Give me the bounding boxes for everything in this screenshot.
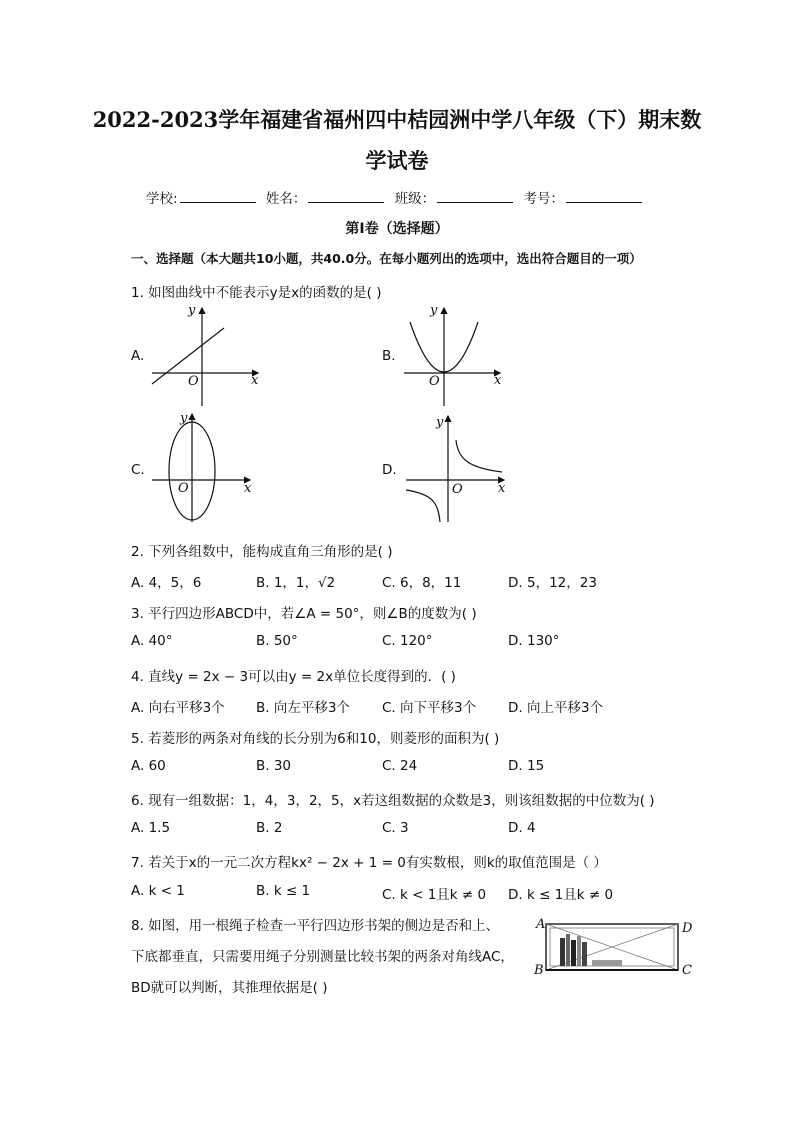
x-axis-label: x xyxy=(244,481,252,496)
name-label: 姓名： xyxy=(265,191,307,207)
q4-option-a: A. 向右平移3个 xyxy=(131,700,225,716)
school-label: 学校: xyxy=(146,191,178,207)
origin-label: O xyxy=(429,374,440,389)
q2-option-a: A. 4，5，6 xyxy=(131,575,202,591)
x-axis-label: x xyxy=(251,373,259,388)
q6-option-d: D. 4 xyxy=(508,820,536,836)
y-axis-label: y xyxy=(180,411,188,426)
class-blank xyxy=(437,190,513,203)
question-7-stem: 7. 若关于x的一元二次方程kx² − 2x + 1 = 0有实数根，则k的取值范围是（ ） xyxy=(131,855,607,871)
q2-option-d: D. 5，12，23 xyxy=(508,575,597,591)
q7-option-b: B. k ≤ 1 xyxy=(256,883,311,899)
q5-option-d: D. 15 xyxy=(508,758,545,774)
name-blank xyxy=(308,190,384,203)
student-info-row xyxy=(0,187,794,207)
q4-option-d: D. 向上平移3个 xyxy=(508,700,604,716)
q6-option-c: C. 3 xyxy=(382,820,409,836)
exam-number-label: 考号： xyxy=(523,191,564,207)
q3-option-b: B. 50° xyxy=(256,633,298,649)
q1-graph-c-ellipse xyxy=(148,410,258,525)
question-5-stem: 5. 若菱形的两条对角线的长分别为6和10，则菱形的面积为( ) xyxy=(131,731,500,747)
question-8-line-2: 下底都垂直，只需要用绳子分别测量比较书架的两条对角线AC， xyxy=(131,949,514,965)
exam-title-line2: 学试卷 xyxy=(365,148,429,173)
school-blank xyxy=(180,190,256,203)
q3-option-c: C. 120° xyxy=(382,633,433,649)
origin-label: O xyxy=(452,482,463,497)
class-label: 班级： xyxy=(394,191,436,207)
q2-option-b: B. 1，1，√2 xyxy=(256,575,336,591)
q1-option-b-label: B. xyxy=(382,348,396,364)
q1-option-a-label: A. xyxy=(131,348,145,364)
section-heading: 第Ⅰ卷（选择题） xyxy=(345,221,449,237)
q8-bookshelf-figure xyxy=(532,914,698,980)
q2-option-c: C. 6，8，11 xyxy=(382,575,462,591)
exam-number-blank xyxy=(566,190,642,203)
x-axis-label: x xyxy=(494,373,502,388)
vertex-d-label: D xyxy=(682,921,693,936)
q5-option-b: B. 30 xyxy=(256,758,292,774)
q7-option-d: D. k ≤ 1且k ≠ 0 xyxy=(508,887,614,903)
origin-label: O xyxy=(188,374,199,389)
q1-option-d-label: D. xyxy=(382,462,397,478)
q7-option-a: A. k < 1 xyxy=(131,883,185,899)
part-heading: 一、选择题（本大题共10小题，共40.0分。在每小题列出的选项中，选出符合题目的一项） xyxy=(131,251,642,266)
vertex-a-label: A xyxy=(536,917,546,932)
q4-option-c: C. 向下平移3个 xyxy=(382,700,477,716)
q1-graph-a-line xyxy=(148,300,268,410)
q7-option-c: C. k < 1且k ≠ 0 xyxy=(382,887,487,903)
question-2-stem: 2. 下列各组数中，能构成直角三角形的是( ) xyxy=(131,544,393,560)
y-axis-label: y xyxy=(430,303,438,318)
q5-option-a: A. 60 xyxy=(131,758,166,774)
q1-option-c-label: C. xyxy=(131,462,145,478)
q3-option-a: A. 40° xyxy=(131,633,173,649)
q5-option-c: C. 24 xyxy=(382,758,418,774)
q6-option-a: A. 1.5 xyxy=(131,820,171,836)
q4-option-b: B. 向左平移3个 xyxy=(256,700,350,716)
vertex-c-label: C xyxy=(682,963,692,978)
q6-option-b: B. 2 xyxy=(256,820,283,836)
origin-label: O xyxy=(178,481,189,496)
q3-option-d: D. 130° xyxy=(508,633,560,649)
exam-title-line1: 2022-2023学年福建省福州四中桔园洲中学八年级（下）期末数 xyxy=(92,107,702,132)
q1-graph-d-hyperbola xyxy=(402,410,512,525)
vertex-b-label: B xyxy=(534,963,544,978)
q1-graph-b-parabola xyxy=(400,300,510,410)
question-8-line-3: BD就可以判断，其推理依据是( ) xyxy=(131,980,328,996)
question-6-stem: 6. 现有一组数据：1，4，3，2，5，x若这组数据的众数是3，则该组数据的中位数为( ) xyxy=(131,793,655,809)
question-4-stem: 4. 直线y = 2x − 3可以由y = 2x单位长度得到的．( ) xyxy=(131,669,456,685)
x-axis-label: x xyxy=(498,481,506,496)
y-axis-label: y xyxy=(188,303,196,318)
question-1-stem: 1. 如图曲线中不能表示y是x的函数的是( ) xyxy=(131,285,382,301)
question-8-line-1: 8. 如图，用一根绳子检查一平行四边形书架的侧边是否和上、 xyxy=(131,918,500,934)
question-3-stem: 3. 平行四边形ABCD中，若∠A = 50°，则∠B的度数为( ) xyxy=(131,606,477,622)
y-axis-label: y xyxy=(436,415,444,430)
